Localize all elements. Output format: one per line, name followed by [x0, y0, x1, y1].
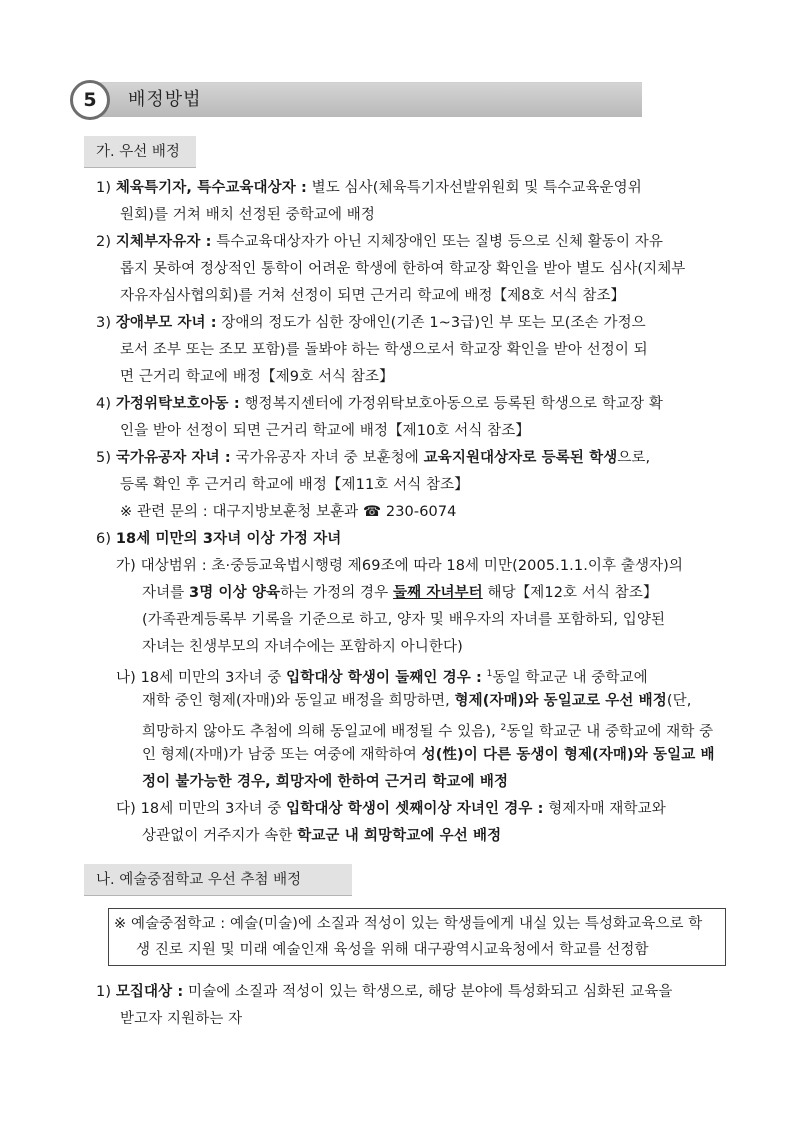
sub-item-text: 대상범위 : 초·중등교육법시행령 제69조에 따라 18세 미만(2005.1.1.이후 출생자)의 [140, 558, 684, 574]
item-number: 1) [96, 180, 112, 196]
sub-item-text: 재학 중인 형제(자매)와 동일교 배정을 희망하면, [142, 693, 450, 709]
sub-item-emphasis: 학교군 내 희망학교에 우선 배정 [297, 828, 502, 844]
item-5-line-1 [96, 448, 650, 468]
item-emphasis: 교육지원대상자로 등록된 학생 [423, 450, 618, 466]
telephone-icon: ☎ [363, 504, 382, 520]
item-3-line-2: 로서 조부 또는 조모 포함)를 돌봐야 하는 학생으로서 학교장 확인을 받아 선정이 되 [120, 342, 648, 358]
item-6-na-line-4 [142, 745, 715, 765]
sub-item-text: 자녀를 [142, 585, 185, 601]
item-title: 지체부자유자 : [115, 234, 212, 250]
item-text: 특수교육대상자가 아닌 지체장애인 또는 질병 등으로 신체 활동이 자유 [216, 234, 664, 250]
contact-label: ※ 관련 문의 : 대구지방보훈청 보훈과 [120, 504, 359, 520]
item-6-line-1 [96, 529, 341, 549]
item-6-ga-line-4: 자녀는 친생부모의 자녀수에는 포함하지 아니한다) [142, 639, 463, 655]
item-title: 모집대상 : [115, 984, 184, 1000]
item-2-line-2: 롭지 못하여 정상적인 통학이 어려운 학생에 한하여 학교장 확인을 받아 별도 심사(지체부 [120, 261, 686, 277]
item-title: 국가유공자 자녀 : [115, 450, 231, 466]
sub-item-mark: 다) [116, 801, 136, 817]
item-text: 별도 심사(체육특기자선발위원회 및 특수교육운영위 [311, 180, 642, 196]
item-3-line-1 [96, 313, 646, 333]
sub-item-text: 해당【제12호 서식 참조】 [487, 585, 658, 601]
section-header [70, 80, 642, 120]
sub-item-emphasis: 형제(자매)와 동일교로 우선 배정 [454, 693, 667, 709]
sub-item-emphasis: 둘째 자녀부터 [392, 585, 483, 601]
item-2-line-3: 자유자심사협의회)를 거쳐 선정이 되면 근거리 학교에 배정【제8호 서식 참조】 [120, 288, 626, 304]
art-item-1-line-2: 받고자 지원하는 자 [120, 1011, 243, 1027]
item-number: 1) [96, 984, 112, 1000]
item-4-line-1 [96, 394, 663, 414]
item-title: 체육특기자, 특수교육대상자 : [115, 180, 307, 196]
notice-line-1: ※ 예술중점학교 : 예술(미술)에 소질과 적성이 있는 학생들에게 내실 있는 특성화교육으로 학 [114, 916, 703, 932]
footnote-mark: 2 [500, 723, 507, 733]
item-number: 4) [96, 396, 112, 412]
sub-item-text: 형제자매 재학교와 [548, 801, 666, 817]
item-title: 장애부모 자녀 : [115, 315, 217, 331]
item-1-line-2: 원회)를 거쳐 배치 선정된 중학교에 배정 [120, 207, 376, 223]
item-text: 국가유공자 자녀 중 보훈청에 [235, 450, 419, 466]
section-title: 배정방법 [128, 89, 202, 110]
sub-item-text: 하는 가정의 경우 [280, 585, 389, 601]
section-number: 5 [70, 80, 110, 120]
sub-item-emphasis: 3명 이상 양육 [189, 585, 281, 601]
item-text: 행정복지센터에 가정위탁보호아동으로 등록된 학생으로 학교장 확 [244, 396, 663, 412]
item-6-na-line-2 [142, 691, 691, 711]
item-number: 3) [96, 315, 112, 331]
subsection-header-art-school: 나. 예술중점학교 우선 추첨 배정 [84, 864, 352, 896]
item-1-line-1 [96, 178, 642, 198]
item-6-na-line-3 [142, 718, 713, 742]
item-6-ga-line-2 [142, 583, 658, 603]
sub-item-text: 동일 학교군 내 중학교에 [492, 669, 648, 686]
art-item-1-line-1 [96, 982, 672, 1002]
item-6-na-line-5: 정이 불가능한 경우, 희망자에 한하여 근거리 학교에 배정 [142, 774, 509, 790]
subsection-header-priority: 가. 우선 배정 [84, 136, 196, 168]
sub-item-emphasis: 입학대상 학생이 둘째인 경우 : [286, 669, 482, 686]
item-6-da-line-1 [116, 799, 666, 819]
item-text: 으로, [617, 450, 651, 466]
item-number: 5) [96, 450, 112, 466]
sub-item-text: 인 형제(자매)가 남중 또는 여중에 재학하여 [142, 747, 417, 763]
item-number: 6) [96, 531, 112, 547]
item-5-line-2: 등록 확인 후 근거리 학교에 배정【제11호 서식 참조】 [120, 477, 469, 493]
item-number: 2) [96, 234, 112, 250]
sub-item-text: 18세 미만의 3자녀 중 [140, 801, 282, 817]
sub-item-text: 상관없이 거주지가 속한 [142, 828, 293, 844]
item-text: 장애의 정도가 심한 장애인(기존 1~3급)인 부 또는 모(조손 가정으 [221, 315, 646, 331]
item-text: 미술에 소질과 적성이 있는 학생으로, 해당 분야에 특성화되고 심화된 교육을 [188, 984, 673, 1000]
item-6-ga-line-3: (가족관계등록부 기록을 기준으로 하고, 양자 및 배우자의 자녀를 포함하되, 입양된 [142, 612, 666, 628]
sub-item-mark: 나) [116, 669, 136, 686]
item-5-contact [120, 502, 457, 522]
sub-item-text: 18세 미만의 3자녀 중 [140, 669, 282, 686]
contact-phone: 230-6074 [385, 504, 457, 520]
item-2-line-1 [96, 232, 663, 252]
item-title: 18세 미만의 3자녀 이상 가정 자녀 [115, 531, 342, 547]
item-6-da-line-2 [142, 826, 501, 846]
sub-item-text: 동일 학교군 내 중학교에 재학 중 [506, 723, 714, 740]
item-6-na-line-1 [116, 664, 648, 688]
item-6-ga-line-1 [116, 556, 683, 576]
sub-item-mark: 가) [116, 558, 136, 574]
item-3-line-3: 면 근거리 학교에 배정【제9호 서식 참조】 [120, 369, 394, 385]
sub-item-text: (단, [666, 693, 692, 709]
sub-item-emphasis: 성(性)이 다른 동생이 형제(자매)와 동일교 배 [421, 747, 715, 763]
notice-line-2: 생 진로 지원 및 미래 예술인재 육성을 위해 대구광역시교육청에서 학교를 선정함 [136, 942, 649, 958]
sub-item-text: 희망하지 않아도 추첨에 의해 동일교에 배정될 수 있음), [142, 723, 496, 740]
footnote-mark: 1 [486, 669, 493, 679]
sub-item-emphasis: 입학대상 학생이 셋째이상 자녀인 경우 : [286, 801, 544, 817]
item-4-line-2: 인을 받아 선정이 되면 근거리 학교에 배정【제10호 서식 참조】 [120, 423, 530, 439]
item-title: 가정위탁보호아동 : [115, 396, 240, 412]
